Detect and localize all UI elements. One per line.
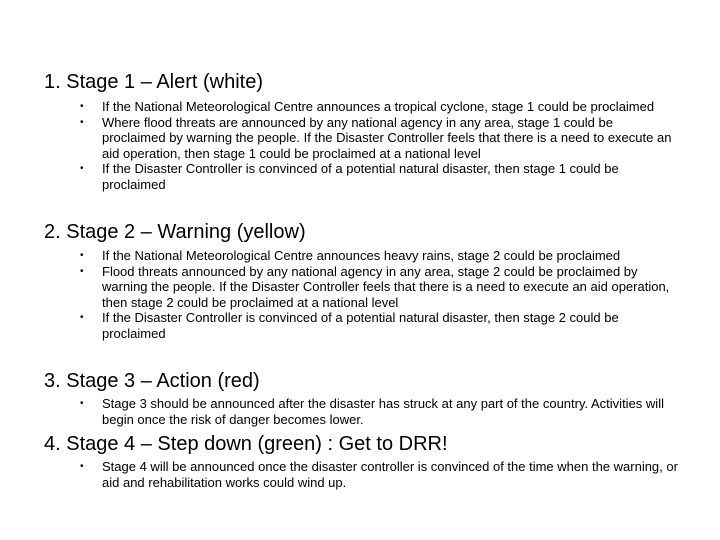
list-item: [80, 264, 680, 311]
stage-2-heading: 2. Stage 2 – Warning (yellow): [44, 221, 306, 243]
bullet-icon: •: [80, 101, 84, 112]
list-item: [80, 115, 680, 162]
bullet-icon: •: [80, 250, 84, 261]
stage-1-heading: 1. Stage 1 – Alert (white): [44, 71, 264, 93]
list-item: [80, 396, 680, 427]
stage-4-heading: 4. Stage 4 – Step down (green) : Get to DRR!: [44, 433, 448, 455]
list-item: [80, 248, 680, 264]
bullet-text: If the Disaster Controller is convinced of a potential natural disaster, then stage 2 could be proclaimed: [102, 310, 619, 341]
stage-1-bullet-list: [80, 99, 680, 192]
stage-3-bullet-list: [80, 396, 680, 427]
bullet-text: If the Disaster Controller is convinced of a potential natural disaster, then stage 1 could be proclaimed: [102, 161, 619, 192]
bullet-icon: •: [80, 398, 84, 409]
stage-4-bullet-list: [80, 459, 680, 490]
bullet-text: Where flood threats are announced by any national agency in any area, stage 1 could be proclaimed by warning the people. If the Disaster Controller feels that there is a need to execute an aid operation, then stage 1 could be proclaimed at a national level: [102, 114, 672, 161]
list-item: [80, 310, 680, 341]
stage-3-heading: 3. Stage 3 – Action (red): [44, 370, 260, 392]
bullet-text: Stage 3 should be announced after the disaster has struck at any part of the country. Activities will begin once the risk of danger becomes lower.: [102, 396, 664, 427]
stage-2-bullet-list: [80, 248, 680, 341]
bullet-text: If the National Meteorological Centre announces heavy rains, stage 2 could be proclaimed: [102, 248, 621, 263]
list-item: [80, 161, 680, 192]
bullet-text: If the National Meteorological Centre announces a tropical cyclone, stage 1 could be proclaimed: [102, 99, 655, 114]
bullet-icon: •: [80, 461, 84, 472]
bullet-icon: •: [80, 116, 84, 128]
bullet-text: Flood threats announced by any national agency in any area, stage 2 could be proclaimed by warning the people. If the Disaster Controller feels that there is a need to execute an aid operation, then stage 2 could be proclaimed at a national level: [102, 263, 670, 310]
bullet-text: Stage 4 will be announced once the disaster controller is convinced of the time when the warning, or aid and rehabilitation works could wind up.: [102, 459, 678, 490]
bullet-icon: •: [80, 265, 84, 277]
list-item: [80, 459, 680, 490]
bullet-icon: •: [80, 163, 84, 174]
list-item: [80, 99, 680, 115]
bullet-icon: •: [80, 312, 84, 323]
